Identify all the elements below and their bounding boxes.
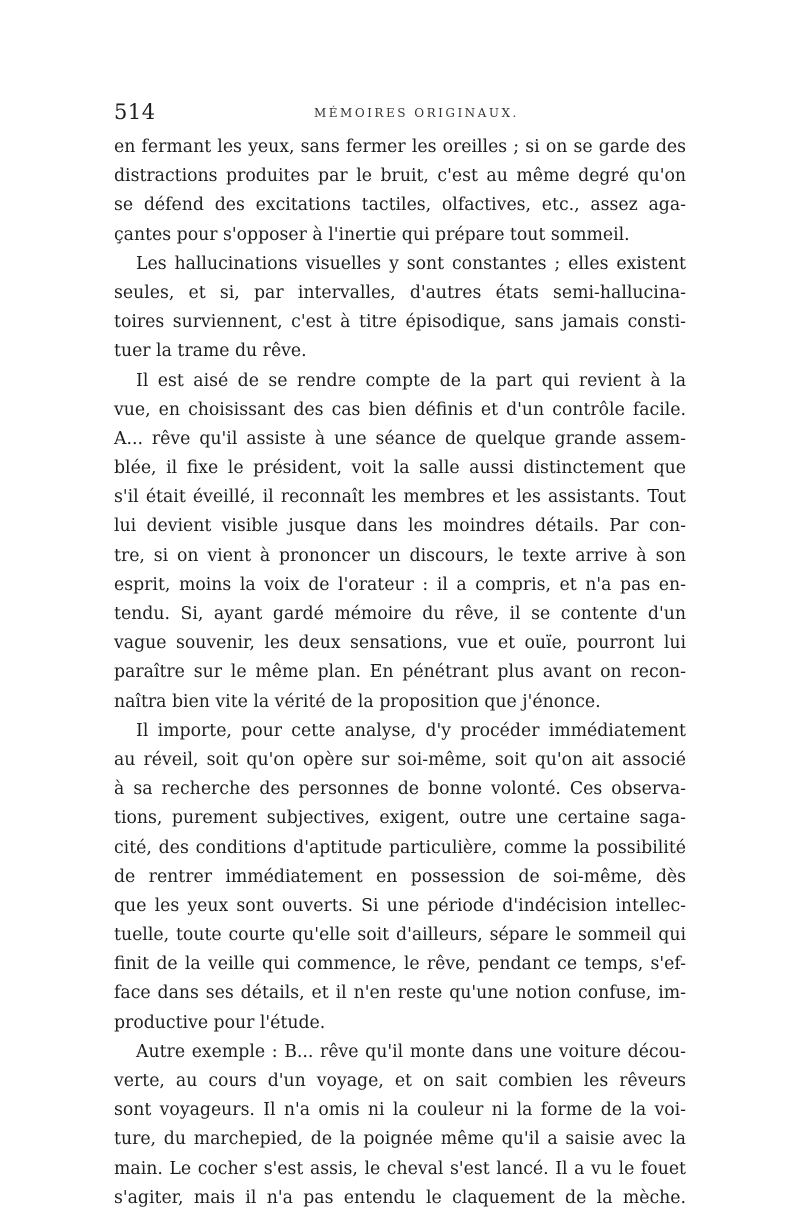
page-header <box>114 100 704 128</box>
text-line: vue, en choisissant des cas bien définis et d'un contrôle facile. <box>114 399 686 420</box>
text-line: s'agiter, mais il n'a pas entendu le claquement de la mèche. <box>114 1187 686 1208</box>
text-line: toires surviennent, c'est à titre épisodique, sans jamais consti- <box>114 312 686 333</box>
text-line: naîtra bien vite la vérité de la proposition que j'énonce. <box>114 691 601 712</box>
page-number: 514 <box>114 100 156 124</box>
text-line: vague souvenir, les deux sensations, vue et ouïe, pourront lui <box>114 633 686 654</box>
text-line: sont voyageurs. Il n'a omis ni la couleur ni la forme de la voi- <box>114 1100 686 1121</box>
text-line: finit de la veille qui commence, le rêve, pendant ce temps, s'ef- <box>114 954 686 975</box>
text-line: blée, il fixe le président, voit la salle aussi distinctement que <box>114 458 686 479</box>
text-line: au réveil, soit qu'on opère sur soi-même, soit qu'on ait associé <box>114 749 686 770</box>
text-line: se défend des excitations tactiles, olfactives, etc., assez aga- <box>114 195 686 216</box>
text-line: paraître sur le même plan. En pénétrant plus avant on recon- <box>114 662 686 683</box>
text-line: main. Le cocher s'est assis, le cheval s'est lancé. Il a vu le fouet <box>114 1158 686 1179</box>
text-line: çantes pour s'opposer à l'inertie qui prépare tout sommeil. <box>114 224 630 245</box>
text-line: face dans ses détails, et il n'en reste qu'une notion confuse, im- <box>114 983 686 1004</box>
text-line: A... rêve qu'il assiste à une séance de quelque grande assem- <box>114 428 686 449</box>
text-line: tendu. Si, ayant gardé mémoire du rêve, il se contente d'un <box>114 604 686 624</box>
text-line: verte, au cours d'un voyage, et on sait combien les rêveurs <box>114 1071 686 1091</box>
text-line: esprit, moins la voix de l'orateur : il a compris, et n'a pas en- <box>114 574 686 595</box>
text-line: cité, des conditions d'aptitude particulière, comme la possibilité <box>114 837 686 858</box>
running-title: MÉMOIRES ORIGINAUX. <box>314 106 519 120</box>
text-line: Il importe, pour cette analyse, d'y procéder immédiatement <box>136 720 686 741</box>
text-line: en fermant les yeux, sans fermer les oreilles ; si on se garde des <box>114 137 686 157</box>
text-line: Les hallucinations visuelles y sont constantes ; elles existent <box>136 253 686 274</box>
body-text <box>114 133 686 1213</box>
text-line: ture, du marchepied, de la poignée même qu'il a saisie avec la <box>114 1129 686 1150</box>
text-line: s'il était éveillé, il reconnaît les membres et les assistants. Tout <box>114 487 686 508</box>
text-line: de rentrer immédiatement en possession de soi-même, dès <box>114 866 686 887</box>
text-line: tuelle, toute courte qu'elle soit d'ailleurs, sépare le sommeil qui <box>114 925 686 946</box>
text-line: à sa recherche des personnes de bonne volonté. Ces observa- <box>114 779 686 800</box>
text-line: tions, purement subjectives, exigent, outre une certaine saga- <box>114 808 686 829</box>
text-line: Il est aisé de se rendre compte de la part qui revient à la <box>136 370 686 391</box>
text-line: distractions produites par le bruit, c'est au même degré qu'on <box>114 166 686 187</box>
text-line: seules, et si, par intervalles, d'autres états semi-hallucina- <box>114 282 686 303</box>
text-line: Autre exemple : B... rêve qu'il monte dans une voiture décou- <box>136 1041 686 1062</box>
text-line: que les yeux sont ouverts. Si une période d'indécision intellec- <box>114 895 686 916</box>
text-line: productive pour l'étude. <box>114 1012 326 1033</box>
text-line: lui devient visible jusque dans les moindres détails. Par con- <box>114 516 686 537</box>
text-line: tre, si on vient à prononcer un discours, le texte arrive à son <box>114 545 686 566</box>
text-line: tuer la trame du rêve. <box>114 341 307 362</box>
